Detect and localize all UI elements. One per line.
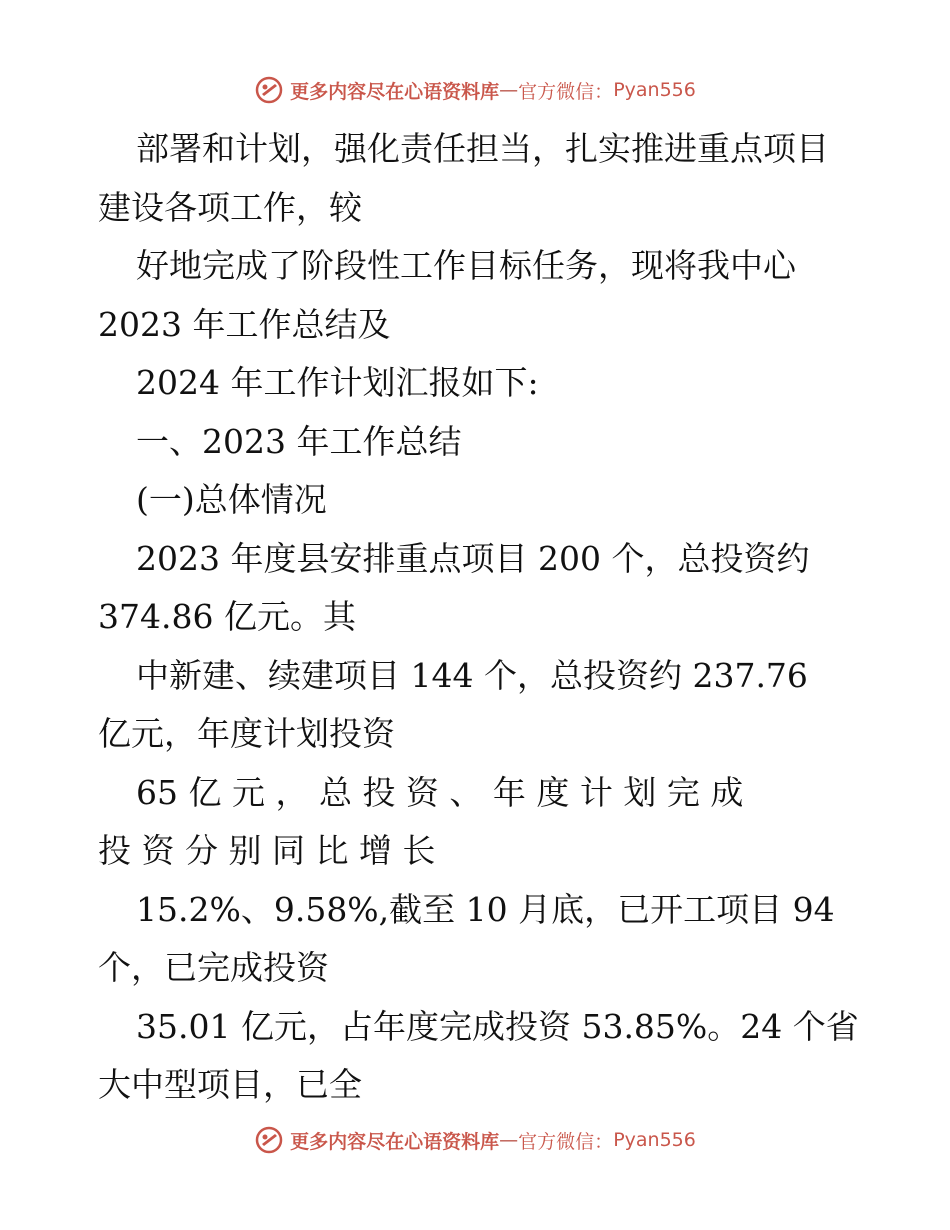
text-line: 好地完成了阶段性工作目标任务，现将我中心	[136, 246, 796, 285]
text-line: 2024 年工作计划汇报如下:	[136, 363, 539, 402]
text-line: 大中型项目，已全	[98, 1065, 362, 1104]
text-line: 个，已完成投资	[98, 948, 329, 987]
text-line: 2023 年工作总结及	[98, 304, 391, 344]
text-line: 65 亿 元 ， 总 投 资 、 年 度 计 划 完 成	[136, 772, 744, 812]
brand-logo-icon	[254, 1125, 284, 1155]
text-line: 35.01 亿元，占年度完成投资 53.85%。24 个省	[136, 1006, 859, 1046]
watermark-wechat-label: 官方微信：	[518, 1130, 614, 1153]
text-line: 2023 年度县安排重点项目 200 个，总投资约	[136, 538, 810, 578]
watermark-header	[0, 70, 950, 110]
section-heading: 一、2023 年工作总结	[136, 421, 462, 461]
watermark-wechat-label: 官方微信：	[518, 80, 614, 103]
text-line: 15.2%、9.58%,截至 10 月底，已开工项目 94	[136, 889, 835, 929]
watermark-footer	[0, 1120, 950, 1160]
watermark-wechat-id: Pyan556	[613, 79, 696, 101]
watermark-separator: —	[499, 1129, 519, 1151]
watermark-separator: —	[499, 79, 519, 101]
subsection-heading: (一)总体情况	[136, 480, 327, 519]
text-line: 建设各项工作，较	[98, 187, 362, 227]
watermark-brand: 更多内容尽在心语资料库	[290, 1130, 500, 1153]
text-line: 中新建、续建项目 144 个，总投资约 237.76	[136, 655, 808, 695]
text-line: 投 资 分 别 同 比 增 长	[98, 831, 436, 870]
watermark-brand: 更多内容尽在心语资料库	[290, 80, 500, 103]
document-body	[98, 120, 858, 1115]
text-line: 374.86 亿元。其	[98, 597, 356, 636]
brand-logo-icon	[254, 75, 284, 105]
text-line: 部署和计划，强化责任担当，扎实推进重点项目	[136, 129, 829, 168]
watermark-wechat-id: Pyan556	[613, 1129, 696, 1151]
text-line: 亿元，年度计划投资	[98, 714, 395, 753]
